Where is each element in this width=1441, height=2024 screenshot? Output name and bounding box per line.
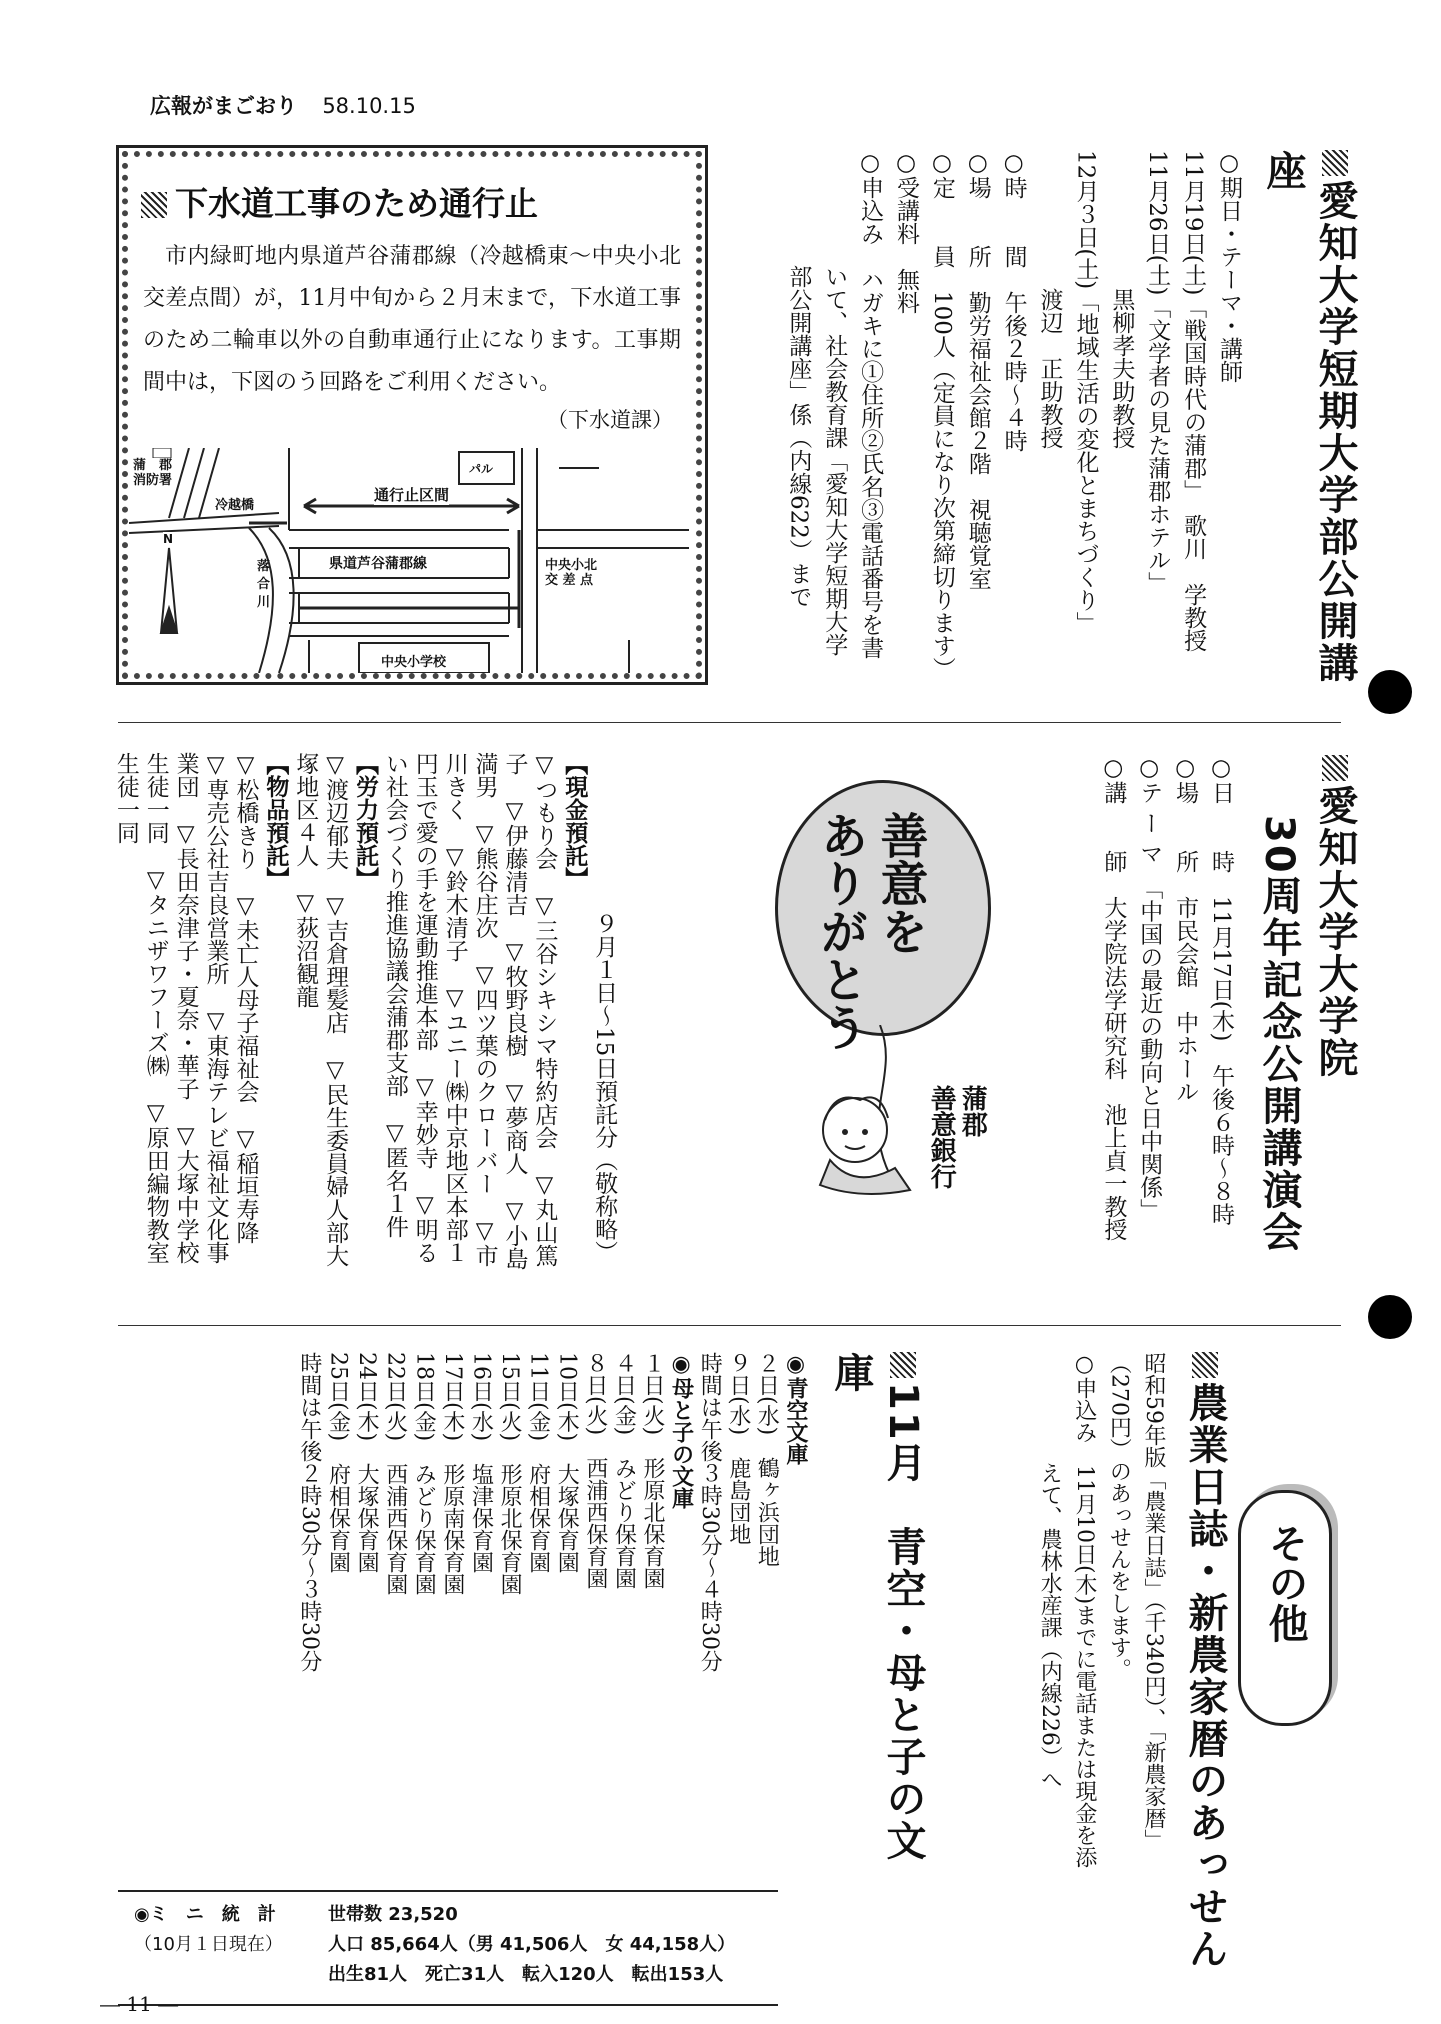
daigakuin-item: ○日 時 11月17日(木) 午後６時～８時 [1208, 755, 1234, 1226]
tandai-item: ○受講料 無料 [892, 150, 919, 314]
sonota-badge-text: その他 [1262, 1523, 1308, 1643]
sonota-title-text: 農業日誌・新農家暦のあっせん [1182, 1382, 1228, 1970]
tandai-item: ○定 員 100人（定員になり次第締切ります） [928, 150, 955, 680]
tandai-title [1257, 150, 1361, 710]
tandai-item: 渡辺 正助教授 [1036, 150, 1063, 449]
zeni-item: ▽つもり会 ▽三谷シキシマ特約店会 ▽丸山篤 [531, 752, 558, 1267]
zeni-item: ▽渡辺郁夫 ▽吉倉理髪店 ▽民生委員婦人部大 [322, 752, 349, 1267]
zeni-item: 川きく ▽鈴木清子 ▽ユニー㈱中京地区本部１ [441, 752, 468, 1264]
bunko-item: ４日(金) みどり保育園 [611, 1352, 637, 1590]
sonota-badge [1238, 1490, 1332, 1726]
zeni-item: 子 ▽伊藤清吉 ▽牧野良樹 ▽夢商人 ▽小島 [501, 752, 528, 1270]
tandai-item: 12月３日(土)「地域生活の変化とまちづくり」 [1072, 150, 1099, 635]
map-route: 県道芦谷蒲郡線 [329, 553, 427, 573]
daigakuin-item: ○テ ー マ 「中国の最近の動向と日中関係」 [1136, 755, 1163, 1222]
zeni-item: 業団 ▽長田奈津子・夏奈・華子 ▽大塚中学校 [172, 752, 199, 1264]
bunko-item: ◉母と子の文庫 [668, 1352, 694, 1509]
notice-dept: （下水道課） [547, 408, 673, 432]
mini-stats [118, 1890, 778, 2006]
mascot-drawing [800, 1090, 920, 1200]
map-bridge: 冷越橋 [215, 494, 254, 513]
mascot-figure [800, 1090, 920, 1200]
daigakuin-section [1091, 755, 1361, 1275]
zeni-period: ９月１日～15日預託分（敬称略） [591, 912, 618, 1264]
bunko-title [825, 1352, 929, 1892]
bunko-item: 10日(木) 大塚保育園 [554, 1352, 580, 1574]
map-pal: パル [469, 462, 494, 476]
zeni-item: 満男 ▽熊谷庄次 ▽四ツ葉のクローバー ▽市 [471, 752, 498, 1267]
hatch-mark [141, 192, 167, 218]
bunko-item: 時間は午後２時30分～３時30分 [296, 1352, 322, 1672]
map-north-arrow: N [163, 532, 174, 546]
tandai-item: 部公開講座」係（内線622）まで [785, 150, 812, 608]
zeni-item: 【労力預託】 [352, 752, 379, 890]
sonota-title [1179, 1352, 1231, 1972]
bunko-item: 17日(木) 形原南保育園 [439, 1352, 465, 1596]
bullet-dot [1368, 1295, 1412, 1339]
bunko-item: 時間は午後３時30分～４時30分 [697, 1352, 723, 1672]
tandai-item: いて、社会教育課「愛知大学短期大学 [821, 150, 848, 656]
tandai-item: 11月19日(土)「戦国時代の蒲郡」 歌川 学教授 [1180, 150, 1207, 652]
zeni-bank-name: 蒲郡 善意銀行 [926, 1085, 988, 1189]
notice-title: 下水道工事のため通行止 [175, 184, 538, 223]
header-date: 58.10.15 [322, 94, 416, 118]
tandai-item: ○場 所 勤労福祉会館２階 視聴覚室 [964, 150, 991, 590]
daigakuin-title-1: 愛知大学大学院 [1312, 785, 1358, 1079]
bullet-dot [1368, 670, 1412, 714]
daigakuin-item: ○講 師 大学院法学研究科 池上貞一教授 [1100, 755, 1127, 1241]
sonota-item: えて、農林水産課（内線226）へ [1037, 1352, 1063, 1790]
notice-title-row [141, 178, 538, 225]
map-crossing: 中央小北 交 差 点 [545, 558, 598, 588]
header-title: 広報がまごおり [150, 94, 297, 118]
map-river: 落 合 川 [257, 559, 271, 610]
notice-box [116, 145, 708, 685]
sonota-item: ○申込み 11月10日(木)までに電話または現金を添 [1071, 1352, 1097, 1869]
stats-movement: 出生81人 死亡31人 転入120人 転出153人 [328, 1964, 724, 1985]
bunko-item: 18日(金) みどり保育園 [411, 1352, 437, 1596]
tandai-item: ○期日・テーマ・講師 [1216, 150, 1242, 383]
map-school: 中央小学校 [381, 651, 446, 670]
sonota-item: 昭和59年版「農業日誌」（千340円）、「新農家暦」 [1141, 1352, 1166, 1851]
hatch-mark [1322, 755, 1348, 781]
bunko-item: １日(火) 形原北保育園 [640, 1352, 666, 1590]
map-closed-section: 通行止区間 [374, 486, 450, 504]
tandai-item: 11月26日(土)「文学者の見た蒲郡ホテル」 [1144, 150, 1171, 595]
hatch-mark [890, 1352, 916, 1378]
divider [118, 1325, 1341, 1326]
zeni-item: 円玉で愛の手を運動推進本部 ▽幸妙寺 ▽明る [411, 752, 438, 1264]
stats-asof: （10月１日現在） [134, 1934, 283, 1955]
bunko-item: ２日(水) 鶴ヶ浜団地 [754, 1352, 780, 1568]
hatch-mark [1192, 1352, 1218, 1378]
tandai-item: ○時 間 午後２時～４時 [1000, 150, 1027, 452]
sonota-section [1029, 1352, 1231, 1972]
tandai-title-text: 愛知大学短期大学部公開講座 [1260, 150, 1358, 684]
stats-households: 世帯数 23,520 [328, 1904, 458, 1925]
zeni-item: ▽松橋きり ▽未亡人母子福祉会 ▽稲垣寿降 [232, 752, 259, 1244]
zeni-item: 【物品預託】 [262, 752, 289, 890]
page-header [150, 90, 416, 120]
zeni-item: ▽専売公社吉良営業所 ▽東海テレビ福祉文化事 [202, 752, 229, 1264]
page-number: ― 11 ― [100, 1992, 179, 2016]
zeni-item: 生徒一同 [112, 752, 139, 844]
daigakuin-title [1309, 755, 1361, 1275]
balloon-text: 善意を ありがとう [812, 811, 928, 1051]
hatch-mark [1322, 150, 1348, 176]
tandai-item: ○申込み ハガキに①住所②氏名③電話番号を書 [857, 150, 884, 659]
zeni-item: 塚地区４人 ▽荻沼観龍 [292, 752, 319, 1008]
zeni-item: 生徒一同 ▽タニザワフーズ㈱ ▽原田編物教室 [142, 752, 169, 1264]
bunko-item: 15日(火) 形原北保育園 [497, 1352, 523, 1596]
bunko-item: 16日(水) 塩津保育園 [468, 1352, 494, 1574]
bunko-item: ◉青空文庫 [783, 1352, 808, 1465]
bunko-item: ８日(火) 西浦西保育園 [582, 1352, 608, 1590]
sonota-item: （270円）のあっせんをします。 [1106, 1352, 1132, 1680]
balloon [775, 780, 991, 1051]
stats-label: ◉ミ ニ 統 計 [134, 1904, 276, 1925]
daigakuin-item: ○場 所 市民会館 中ホール [1172, 755, 1199, 1103]
zeni-section [110, 752, 618, 1272]
notice-body: 市内緑町地内県道芦谷蒲郡線（冷越橋東～中央小北交差点間）が，11月中旬から２月末まで，下水道工事のため二輪車以外の自動車通行止になります。工事期間中は，下図のう回路をご利用ください。 [143, 244, 681, 395]
zeni-item: い社会づくり推進協議会蒲郡支部 ▽匿名１件 [381, 752, 408, 1238]
bunko-title-text: 11月 青空・母と子の文庫 [828, 1352, 926, 1862]
detour-map [129, 448, 689, 673]
zeni-item: 【現金預託】 [561, 752, 588, 890]
map-fire-station: 蒲 郡 消防署 [133, 458, 173, 488]
bunko-item: ９日(水) 鹿島団地 [725, 1352, 751, 1546]
tandai-item: 黒柳孝夫助教授 [1108, 150, 1135, 449]
stats-population: 人口 85,664人（男 41,506人 女 44,158人） [328, 1934, 736, 1955]
bunko-item: 11日(金) 府相保育園 [525, 1352, 551, 1574]
bunko-item: 24日(木) 大塚保育園 [354, 1352, 380, 1574]
bunko-item: 22日(火) 西浦西保育園 [382, 1352, 408, 1596]
daigakuin-subtitle: 30周年記念公開講演会 [1256, 815, 1302, 1253]
bunko-item: 25日(金) 府相保育園 [325, 1352, 351, 1574]
bunko-section [294, 1352, 929, 1892]
tandai-section [776, 150, 1361, 710]
divider [118, 722, 1341, 723]
